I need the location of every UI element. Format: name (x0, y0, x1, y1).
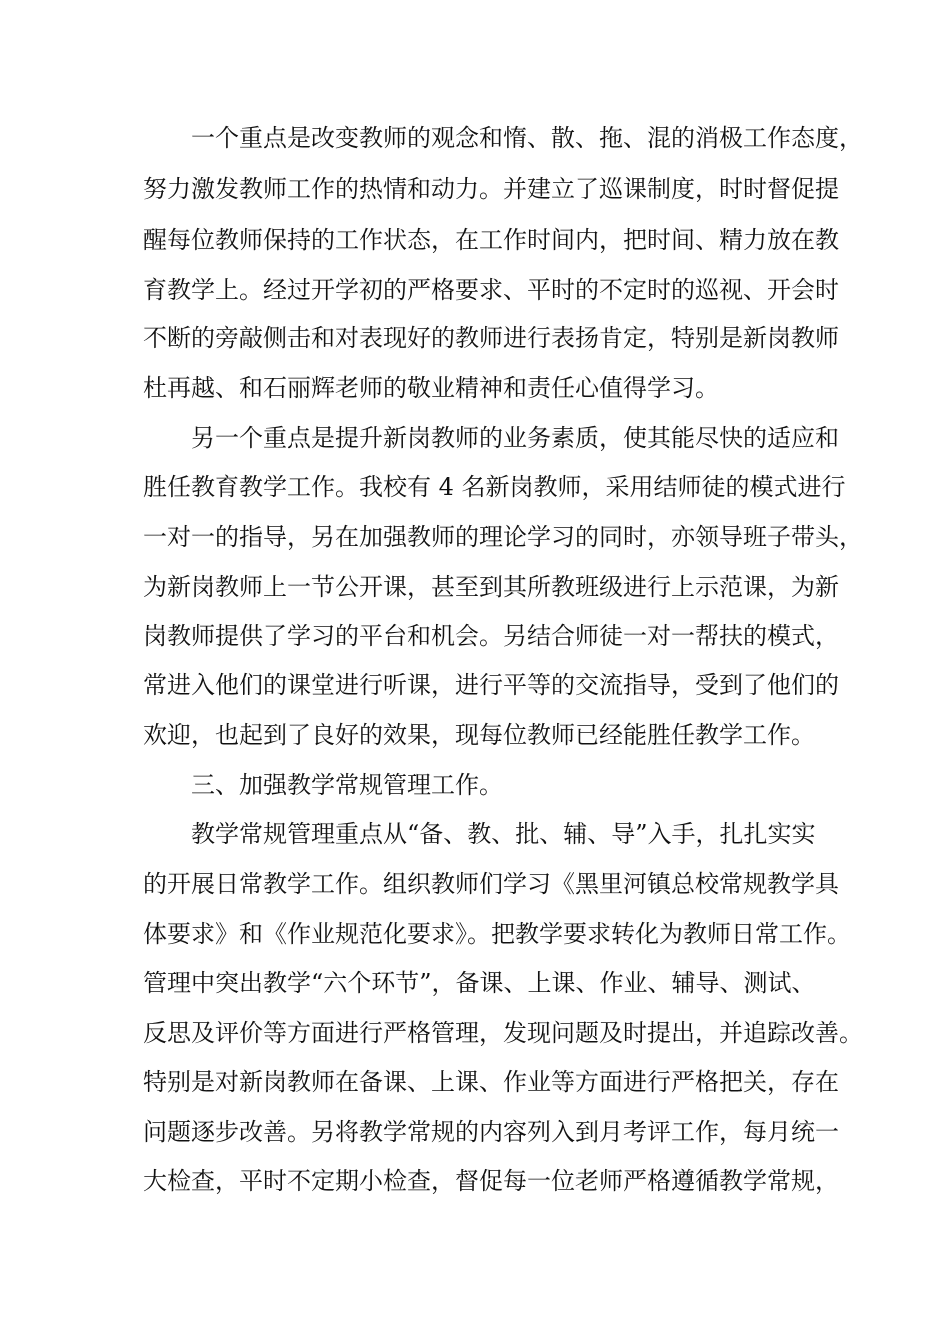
paragraph-3-line-1: 教学常规管理重点从“备、教、批、辅、导”入手，扎扎实实 (191, 820, 816, 848)
paragraph-1-line-2: 努力激发教师工作的热情和动力。并建立了巡课制度，时时督促提 (143, 175, 839, 203)
paragraph-2-line-1: 另一个重点是提升新岗教师的业务素质，使其能尽快的适应和 (191, 424, 839, 452)
paragraph-2-line-7: 欢迎，也起到了良好的效果，现每位教师已经能胜任教学工作。 (143, 721, 815, 749)
paragraph-3-line-4: 管理中突出教学“六个环节”，备课、上课、作业、辅导、测试、 (143, 969, 816, 997)
paragraph-2-line-2: 胜任教育教学工作。我校有 4 名新岗教师，采用结师徒的模式进行 (143, 473, 846, 501)
section-heading-3: 三、加强教学常规管理工作。 (191, 771, 503, 799)
paragraph-1-line-3: 醒每位教师保持的工作状态，在工作时间内，把时间、精力放在教 (143, 226, 839, 254)
paragraph-1-line-5: 不断的旁敲侧击和对表现好的教师进行表扬肯定，特别是新岗教师 (143, 324, 839, 352)
paragraph-2-line-5: 岗教师提供了学习的平台和机会。另结合师徒一对一帮扶的模式， (143, 622, 839, 650)
paragraph-2-line-6: 常进入他们的课堂进行听课，进行平等的交流指导，受到了他们的 (143, 671, 839, 699)
paragraph-1-line-1: 一个重点是改变教师的观念和惰、散、拖、混的消极工作态度， (191, 124, 863, 152)
paragraph-1-line-6: 杜再越、和石丽辉老师的敬业精神和责任心值得学习。 (143, 374, 719, 402)
paragraph-3-line-8: 大检查，平时不定期小检查，督促每一位老师严格遵循教学常规， (143, 1167, 839, 1195)
paragraph-3-line-2: 的开展日常教学工作。组织教师们学习《黑里河镇总校常规教学具 (143, 870, 839, 898)
paragraph-3-line-7: 问题逐步改善。另将教学常规的内容列入到月考评工作，每月统一 (143, 1118, 839, 1146)
paragraph-2-line-3: 一对一的指导，另在加强教师的理论学习的同时，亦领导班子带头， (143, 523, 863, 551)
paragraph-3-line-3: 体要求》和《作业规范化要求》。把教学要求转化为教师日常工作。 (143, 920, 851, 948)
paragraph-3-line-6: 特别是对新岗教师在备课、上课、作业等方面进行严格把关，存在 (143, 1068, 839, 1096)
paragraph-3-line-5: 反思及评价等方面进行严格管理，发现问题及时提出，并追踪改善。 (143, 1019, 863, 1047)
paragraph-1-line-4: 育教学上。经过开学初的严格要求、平时的不定时的巡视、开会时 (143, 276, 839, 304)
paragraph-2-line-4: 为新岗教师上一节公开课，甚至到其所教班级进行上示范课，为新 (143, 573, 839, 601)
